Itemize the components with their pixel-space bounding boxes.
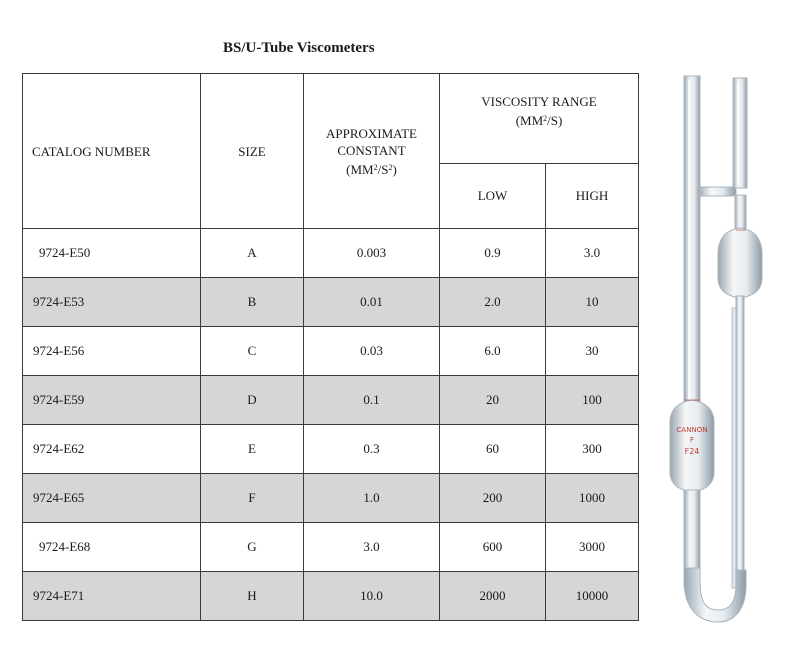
size-letter-label: F	[689, 436, 695, 444]
range-low-cell: 20	[440, 376, 546, 425]
header-approximate-constant	[304, 74, 440, 229]
header-low: LOW	[440, 163, 546, 228]
range-high-cell: 300	[546, 425, 639, 474]
table-row	[23, 474, 639, 523]
size-cell: C	[201, 327, 304, 376]
constant-cell: 0.03	[304, 327, 440, 376]
header-size: SIZE	[201, 74, 304, 229]
header-constant-line-1: APPROXIMATE	[325, 125, 417, 141]
catalog-number-cell: 9724-E62	[23, 425, 201, 474]
range-high-cell: 10	[546, 278, 639, 327]
catalog-number-cell: 9724-E53	[23, 278, 201, 327]
constant-cell: 10.0	[304, 572, 440, 621]
table-row	[23, 572, 639, 621]
model-label: F24	[684, 447, 700, 456]
header-viscosity-range	[440, 74, 639, 164]
size-cell: G	[201, 523, 304, 572]
constant-cell: 0.01	[304, 278, 440, 327]
cannon-label: CANNON	[676, 426, 708, 434]
table-row	[23, 425, 639, 474]
size-cell: B	[201, 278, 304, 327]
table-row	[23, 327, 639, 376]
table-row	[23, 523, 639, 572]
size-cell: A	[201, 229, 304, 278]
header-constant-unit: $(MM^2/S^2)$	[346, 161, 397, 177]
catalog-number-cell: 9724-E56	[23, 327, 201, 376]
document-title: BS/U-Tube Viscometers	[223, 40, 375, 56]
header-constant-line-2: CONSTANT	[337, 142, 406, 158]
size-cell: F	[201, 474, 304, 523]
table-row	[23, 278, 639, 327]
catalog-number-cell: 9724-E71	[23, 572, 201, 621]
table-row	[23, 229, 639, 278]
viscometer-illustration	[660, 70, 790, 630]
size-cell: E	[201, 425, 304, 474]
catalog-number-cell: 9724-E59	[23, 376, 201, 425]
size-cell: H	[201, 572, 304, 621]
range-low-cell: 2000	[440, 572, 546, 621]
range-high-cell: 3.0	[546, 229, 639, 278]
header-range-line-1: VISCOSITY RANGE	[481, 94, 597, 110]
range-low-cell: 2.0	[440, 278, 546, 327]
range-high-cell: 1000	[546, 474, 639, 523]
constant-cell: 0.1	[304, 376, 440, 425]
constant-cell: 0.3	[304, 425, 440, 474]
range-low-cell: 60	[440, 425, 546, 474]
range-low-cell: 600	[440, 523, 546, 572]
header-high: HIGH	[546, 163, 639, 228]
viscometer-table	[22, 73, 639, 621]
header-catalog-number: CATALOG NUMBER	[23, 74, 201, 229]
size-cell: D	[201, 376, 304, 425]
table-row	[23, 376, 639, 425]
catalog-number-cell: 9724-E68	[23, 523, 201, 572]
range-low-cell: 0.9	[440, 229, 546, 278]
range-high-cell: 30	[546, 327, 639, 376]
header-row-1	[23, 74, 639, 164]
constant-cell: 0.003	[304, 229, 440, 278]
range-high-cell: 3000	[546, 523, 639, 572]
range-high-cell: 100	[546, 376, 639, 425]
u-tube-viscometer-image	[660, 70, 790, 630]
header-range-unit: $(MM^2/S)$	[515, 113, 563, 129]
constant-cell: 3.0	[304, 523, 440, 572]
range-low-cell: 6.0	[440, 327, 546, 376]
catalog-number-cell: 9724-E50	[23, 229, 201, 278]
constant-cell: 1.0	[304, 474, 440, 523]
range-low-cell: 200	[440, 474, 546, 523]
range-high-cell: 10000	[546, 572, 639, 621]
catalog-number-cell: 9724-E65	[23, 474, 201, 523]
